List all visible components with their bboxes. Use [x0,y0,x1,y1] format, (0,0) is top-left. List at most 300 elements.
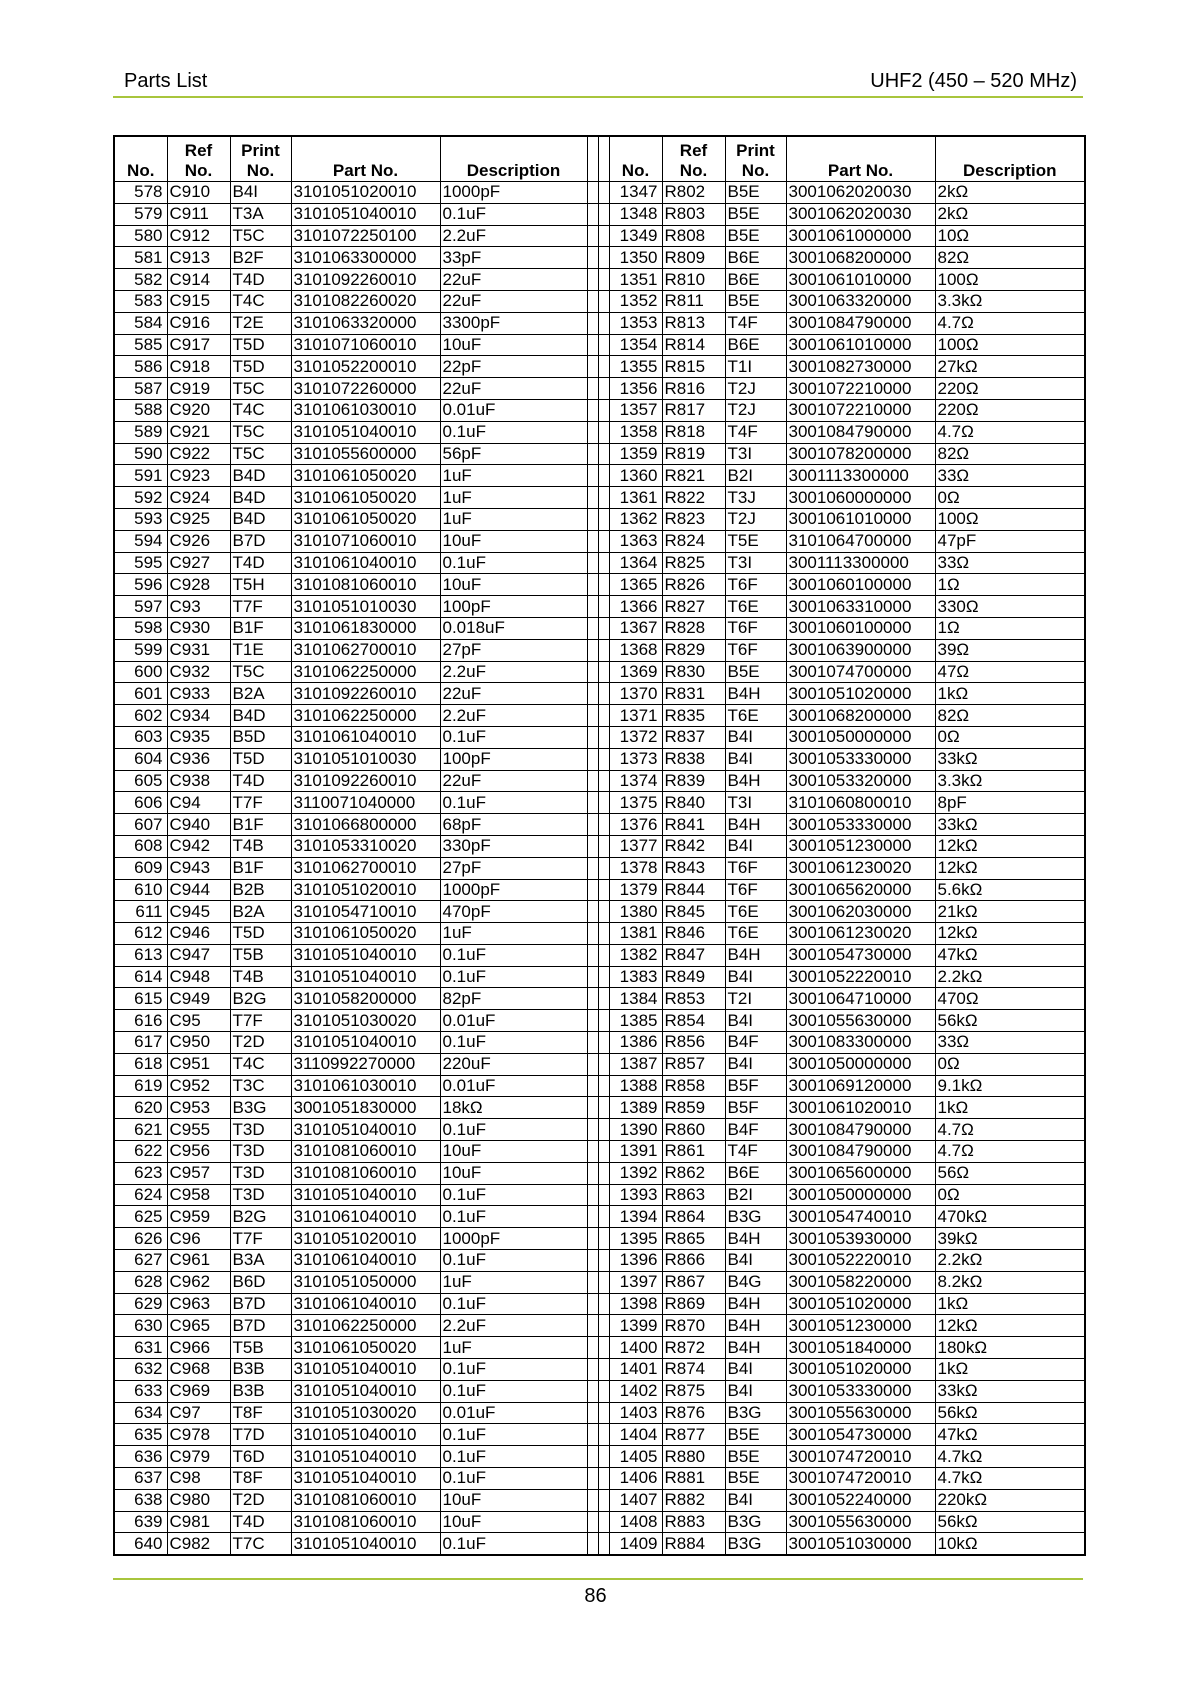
ref-number: C947 [167,944,230,966]
ref-number: R835 [662,705,725,727]
ref-number: C951 [167,1053,230,1075]
part-number: 3001058220000 [786,1271,935,1293]
header-title: Parts List [124,70,208,92]
column-separator [587,334,598,356]
part-number: 3101071060010 [291,334,440,356]
ref-number: R874 [662,1359,725,1381]
item-number: 622 [114,1141,167,1163]
table-row [114,1184,1085,1206]
item-number: 599 [114,639,167,661]
description: 8.2kΩ [935,1271,1085,1293]
column-separator [598,944,609,966]
print-number: T5H [230,574,291,596]
column-separator [598,269,609,291]
description: 3.3kΩ [935,770,1085,792]
column-separator [598,552,609,574]
item-number: 610 [114,879,167,901]
column-separator [587,136,598,182]
part-number: 3001061010000 [786,334,935,356]
item-number: 601 [114,683,167,705]
ref-number: C95 [167,1010,230,1032]
ref-number: C934 [167,705,230,727]
item-number: 624 [114,1184,167,1206]
ref-number: C961 [167,1250,230,1272]
description: 0.1uF [440,944,587,966]
column-separator [587,1424,598,1446]
column-separator [587,378,598,400]
description: 0.1uF [440,1119,587,1141]
item-number: 1390 [609,1119,662,1141]
column-separator [587,399,598,421]
print-number: B3A [230,1250,291,1272]
part-number: 3101081060010 [291,1162,440,1184]
table-row [114,356,1085,378]
item-number: 1402 [609,1380,662,1402]
ref-number: R880 [662,1446,725,1468]
part-number: 3001051030000 [786,1533,935,1555]
part-number: 3101051050000 [291,1271,440,1293]
part-number: 3001084790000 [786,312,935,334]
print-number: B4I [725,1010,786,1032]
description: 4.7kΩ [935,1446,1085,1468]
column-separator [598,857,609,879]
print-number: T3A [230,203,291,225]
part-number: 3101051040010 [291,1380,440,1402]
ref-number: R811 [662,290,725,312]
print-number: B2I [725,1184,786,1206]
description: 0.01uF [440,399,587,421]
print-number: T4C [230,1053,291,1075]
description: 22pF [440,356,587,378]
description: 0.01uF [440,1402,587,1424]
item-number: 1354 [609,334,662,356]
item-number: 578 [114,182,167,204]
item-number: 1364 [609,552,662,574]
item-number: 1371 [609,705,662,727]
print-number: B5E [725,1446,786,1468]
ref-number: R857 [662,1053,725,1075]
item-number: 1380 [609,901,662,923]
item-number: 1373 [609,748,662,770]
column-separator [587,1075,598,1097]
item-number: 1387 [609,1053,662,1075]
table-row [114,1119,1085,1141]
column-separator [598,966,609,988]
column-separator [598,1533,609,1555]
column-separator [598,1250,609,1272]
column-separator [598,508,609,530]
column-separator [587,1337,598,1359]
item-number: 609 [114,857,167,879]
column-separator [598,334,609,356]
description: 330pF [440,835,587,857]
table-row [114,1380,1085,1402]
ref-number: C944 [167,879,230,901]
part-number: 3001062030000 [786,901,935,923]
print-number: T2I [725,988,786,1010]
ref-number: C956 [167,1141,230,1163]
table-row [114,770,1085,792]
col-header-part: Part No. [786,136,935,182]
column-separator [598,465,609,487]
column-separator [587,596,598,618]
table-row [114,814,1085,836]
description: 82Ω [935,705,1085,727]
table-row [114,290,1085,312]
column-separator [587,530,598,552]
print-number: B4H [725,683,786,705]
ref-number: R854 [662,1010,725,1032]
column-separator [598,1032,609,1054]
column-separator [598,356,609,378]
description: 33pF [440,247,587,269]
item-number: 640 [114,1533,167,1555]
print-number: T3D [230,1119,291,1141]
item-number: 631 [114,1337,167,1359]
description: 0Ω [935,1053,1085,1075]
column-separator [587,508,598,530]
item-number: 615 [114,988,167,1010]
part-number: 3001072210000 [786,378,935,400]
part-number: 3101051040010 [291,1446,440,1468]
column-separator [587,1053,598,1075]
table-row [114,1489,1085,1511]
print-number: T4C [230,399,291,421]
table-row [114,1359,1085,1381]
part-number: 3001052240000 [786,1489,935,1511]
description: 2.2uF [440,705,587,727]
print-number: B1F [230,857,291,879]
column-separator [598,1293,609,1315]
description: 82Ω [935,247,1085,269]
item-number: 1392 [609,1162,662,1184]
item-number: 1389 [609,1097,662,1119]
print-number: B3B [230,1380,291,1402]
column-separator [587,705,598,727]
item-number: 1391 [609,1141,662,1163]
column-separator [587,617,598,639]
print-number: B5E [725,661,786,683]
column-separator [598,136,609,182]
description: 82pF [440,988,587,1010]
ref-number: C955 [167,1119,230,1141]
ref-number: C932 [167,661,230,683]
ref-number: C950 [167,1032,230,1054]
table-row [114,574,1085,596]
print-number: B6D [230,1271,291,1293]
description: 0.1uF [440,1446,587,1468]
print-number: T6E [725,923,786,945]
item-number: 1351 [609,269,662,291]
ref-number: R842 [662,835,725,857]
table-row [114,1053,1085,1075]
description: 47kΩ [935,1424,1085,1446]
column-separator [587,574,598,596]
description: 68pF [440,814,587,836]
item-number: 594 [114,530,167,552]
column-separator [587,901,598,923]
print-number: B4F [725,1119,786,1141]
part-number: 3101064700000 [786,530,935,552]
description: 1kΩ [935,1097,1085,1119]
item-number: 582 [114,269,167,291]
ref-number: C97 [167,1402,230,1424]
part-number: 3001053330000 [786,814,935,836]
part-number: 3101082260020 [291,290,440,312]
col-header-ref: Ref No. [662,136,725,182]
part-number: 3101071060010 [291,530,440,552]
col-header-print: Print No. [230,136,291,182]
item-number: 623 [114,1162,167,1184]
table-row [114,225,1085,247]
column-separator [598,1446,609,1468]
parts-table [113,135,1086,1556]
ref-number: R828 [662,617,725,639]
ref-number: R884 [662,1533,725,1555]
item-number: 619 [114,1075,167,1097]
part-number: 3001051830000 [291,1097,440,1119]
table-header-row [114,136,1085,182]
ref-number: R843 [662,857,725,879]
column-separator [598,182,609,204]
ref-number: C94 [167,792,230,814]
part-number: 3001051230000 [786,835,935,857]
ref-number: C93 [167,596,230,618]
part-number: 3001055630000 [786,1511,935,1533]
part-number: 3001065620000 [786,879,935,901]
table-row [114,617,1085,639]
part-number: 3101063300000 [291,247,440,269]
print-number: B7D [230,1293,291,1315]
description: 180kΩ [935,1337,1085,1359]
column-separator [598,748,609,770]
description: 0.1uF [440,1380,587,1402]
item-number: 588 [114,399,167,421]
table-row [114,421,1085,443]
part-number: 3001050000000 [786,1184,935,1206]
part-number: 3101051010030 [291,748,440,770]
print-number: T3D [230,1162,291,1184]
item-number: 638 [114,1489,167,1511]
ref-number: R815 [662,356,725,378]
ref-number: R822 [662,487,725,509]
description: 0.1uF [440,1293,587,1315]
print-number: B4D [230,705,291,727]
part-number: 3101062250000 [291,705,440,727]
table-row [114,1097,1085,1119]
table-row [114,1315,1085,1337]
print-number: T7F [230,596,291,618]
part-number: 3001054740010 [786,1206,935,1228]
table-row [114,552,1085,574]
part-number: 3101072260000 [291,378,440,400]
part-number: 3001061020010 [786,1097,935,1119]
print-number: T2J [725,399,786,421]
part-number: 3101081060010 [291,1141,440,1163]
column-separator [598,705,609,727]
ref-number: C96 [167,1228,230,1250]
print-number: B2G [230,988,291,1010]
part-number: 3101061050020 [291,465,440,487]
print-number: B4I [725,835,786,857]
print-number: T3I [725,552,786,574]
description: 33kΩ [935,814,1085,836]
item-number: 607 [114,814,167,836]
ref-number: R825 [662,552,725,574]
print-number: T6F [725,857,786,879]
part-number: 3001084790000 [786,1119,935,1141]
part-number: 3110071040000 [291,792,440,814]
ref-number: R881 [662,1468,725,1490]
item-number: 1401 [609,1359,662,1381]
item-number: 1386 [609,1032,662,1054]
ref-number: R814 [662,334,725,356]
description: 33Ω [935,465,1085,487]
print-number: B3G [725,1533,786,1555]
ref-number: R865 [662,1228,725,1250]
description: 39Ω [935,639,1085,661]
item-number: 595 [114,552,167,574]
item-number: 592 [114,487,167,509]
item-number: 1381 [609,923,662,945]
column-separator [587,1250,598,1272]
column-separator [587,1032,598,1054]
column-separator [587,312,598,334]
part-number: 3101051030020 [291,1402,440,1424]
part-number: 3001053320000 [786,770,935,792]
item-number: 1355 [609,356,662,378]
print-number: T5C [230,443,291,465]
ref-number: C946 [167,923,230,945]
part-number: 3001068200000 [786,705,935,727]
ref-number: C925 [167,508,230,530]
table-row [114,1337,1085,1359]
ref-number: C910 [167,182,230,204]
description: 2.2kΩ [935,1250,1085,1272]
column-separator [587,1489,598,1511]
table-row [114,1271,1085,1293]
ref-number: R840 [662,792,725,814]
item-number: 1394 [609,1206,662,1228]
part-number: 3101054710010 [291,901,440,923]
description: 220kΩ [935,1489,1085,1511]
print-number: B5E [725,203,786,225]
ref-number: R813 [662,312,725,334]
table-row [114,792,1085,814]
item-number: 629 [114,1293,167,1315]
item-number: 606 [114,792,167,814]
column-separator [598,639,609,661]
table-row [114,1424,1085,1446]
item-number: 1375 [609,792,662,814]
part-number: 3001055630000 [786,1402,935,1424]
print-number: B4H [725,1337,786,1359]
table-row [114,247,1085,269]
print-number: B5E [725,1424,786,1446]
part-number: 3001069120000 [786,1075,935,1097]
item-number: 614 [114,966,167,988]
print-number: B4H [725,944,786,966]
table-row [114,1250,1085,1272]
table-row [114,443,1085,465]
column-separator [598,835,609,857]
print-number: B4I [725,1489,786,1511]
description: 10uF [440,1141,587,1163]
item-number: 1359 [609,443,662,465]
footer-rule [113,1578,1083,1580]
column-separator [598,1228,609,1250]
part-number: 3001061000000 [786,225,935,247]
ref-number: R862 [662,1162,725,1184]
part-number: 3001074720010 [786,1468,935,1490]
description: 1uF [440,487,587,509]
description: 0Ω [935,487,1085,509]
ref-number: R816 [662,378,725,400]
ref-number: C923 [167,465,230,487]
column-separator [587,1380,598,1402]
table-row [114,530,1085,552]
print-number: T5C [230,225,291,247]
ref-number: C918 [167,356,230,378]
print-number: B4D [230,487,291,509]
ref-number: C913 [167,247,230,269]
part-number: 3101051010030 [291,596,440,618]
ref-number: C914 [167,269,230,291]
print-number: T3D [230,1184,291,1206]
print-number: B5E [725,290,786,312]
ref-number: C966 [167,1337,230,1359]
part-number: 3101051020010 [291,1228,440,1250]
part-number: 3101051040010 [291,1032,440,1054]
print-number: B3G [230,1097,291,1119]
item-number: 1363 [609,530,662,552]
description: 22uF [440,683,587,705]
column-separator [587,814,598,836]
description: 27kΩ [935,356,1085,378]
col-header-desc: Description [935,136,1085,182]
print-number: T8F [230,1468,291,1490]
description: 470kΩ [935,1206,1085,1228]
part-number: 3101051040010 [291,203,440,225]
description: 0Ω [935,1184,1085,1206]
description: 56pF [440,443,587,465]
ref-number: C931 [167,639,230,661]
table-row [114,923,1085,945]
part-number: 3001051230000 [786,1315,935,1337]
column-separator [598,1511,609,1533]
description: 2kΩ [935,182,1085,204]
column-separator [598,1489,609,1511]
part-number: 3001051020000 [786,1359,935,1381]
description: 2.2kΩ [935,966,1085,988]
print-number: T5D [230,356,291,378]
ref-number: C928 [167,574,230,596]
print-number: B6E [725,269,786,291]
print-number: T6E [725,901,786,923]
part-number: 3101061050020 [291,1337,440,1359]
table-row [114,1402,1085,1424]
item-number: 616 [114,1010,167,1032]
item-number: 1379 [609,879,662,901]
table-row [114,334,1085,356]
description: 0.1uF [440,1184,587,1206]
item-number: 600 [114,661,167,683]
description: 220Ω [935,378,1085,400]
part-number: 3101058200000 [291,988,440,1010]
column-separator [587,225,598,247]
print-number: T8F [230,1402,291,1424]
part-number: 3001074700000 [786,661,935,683]
